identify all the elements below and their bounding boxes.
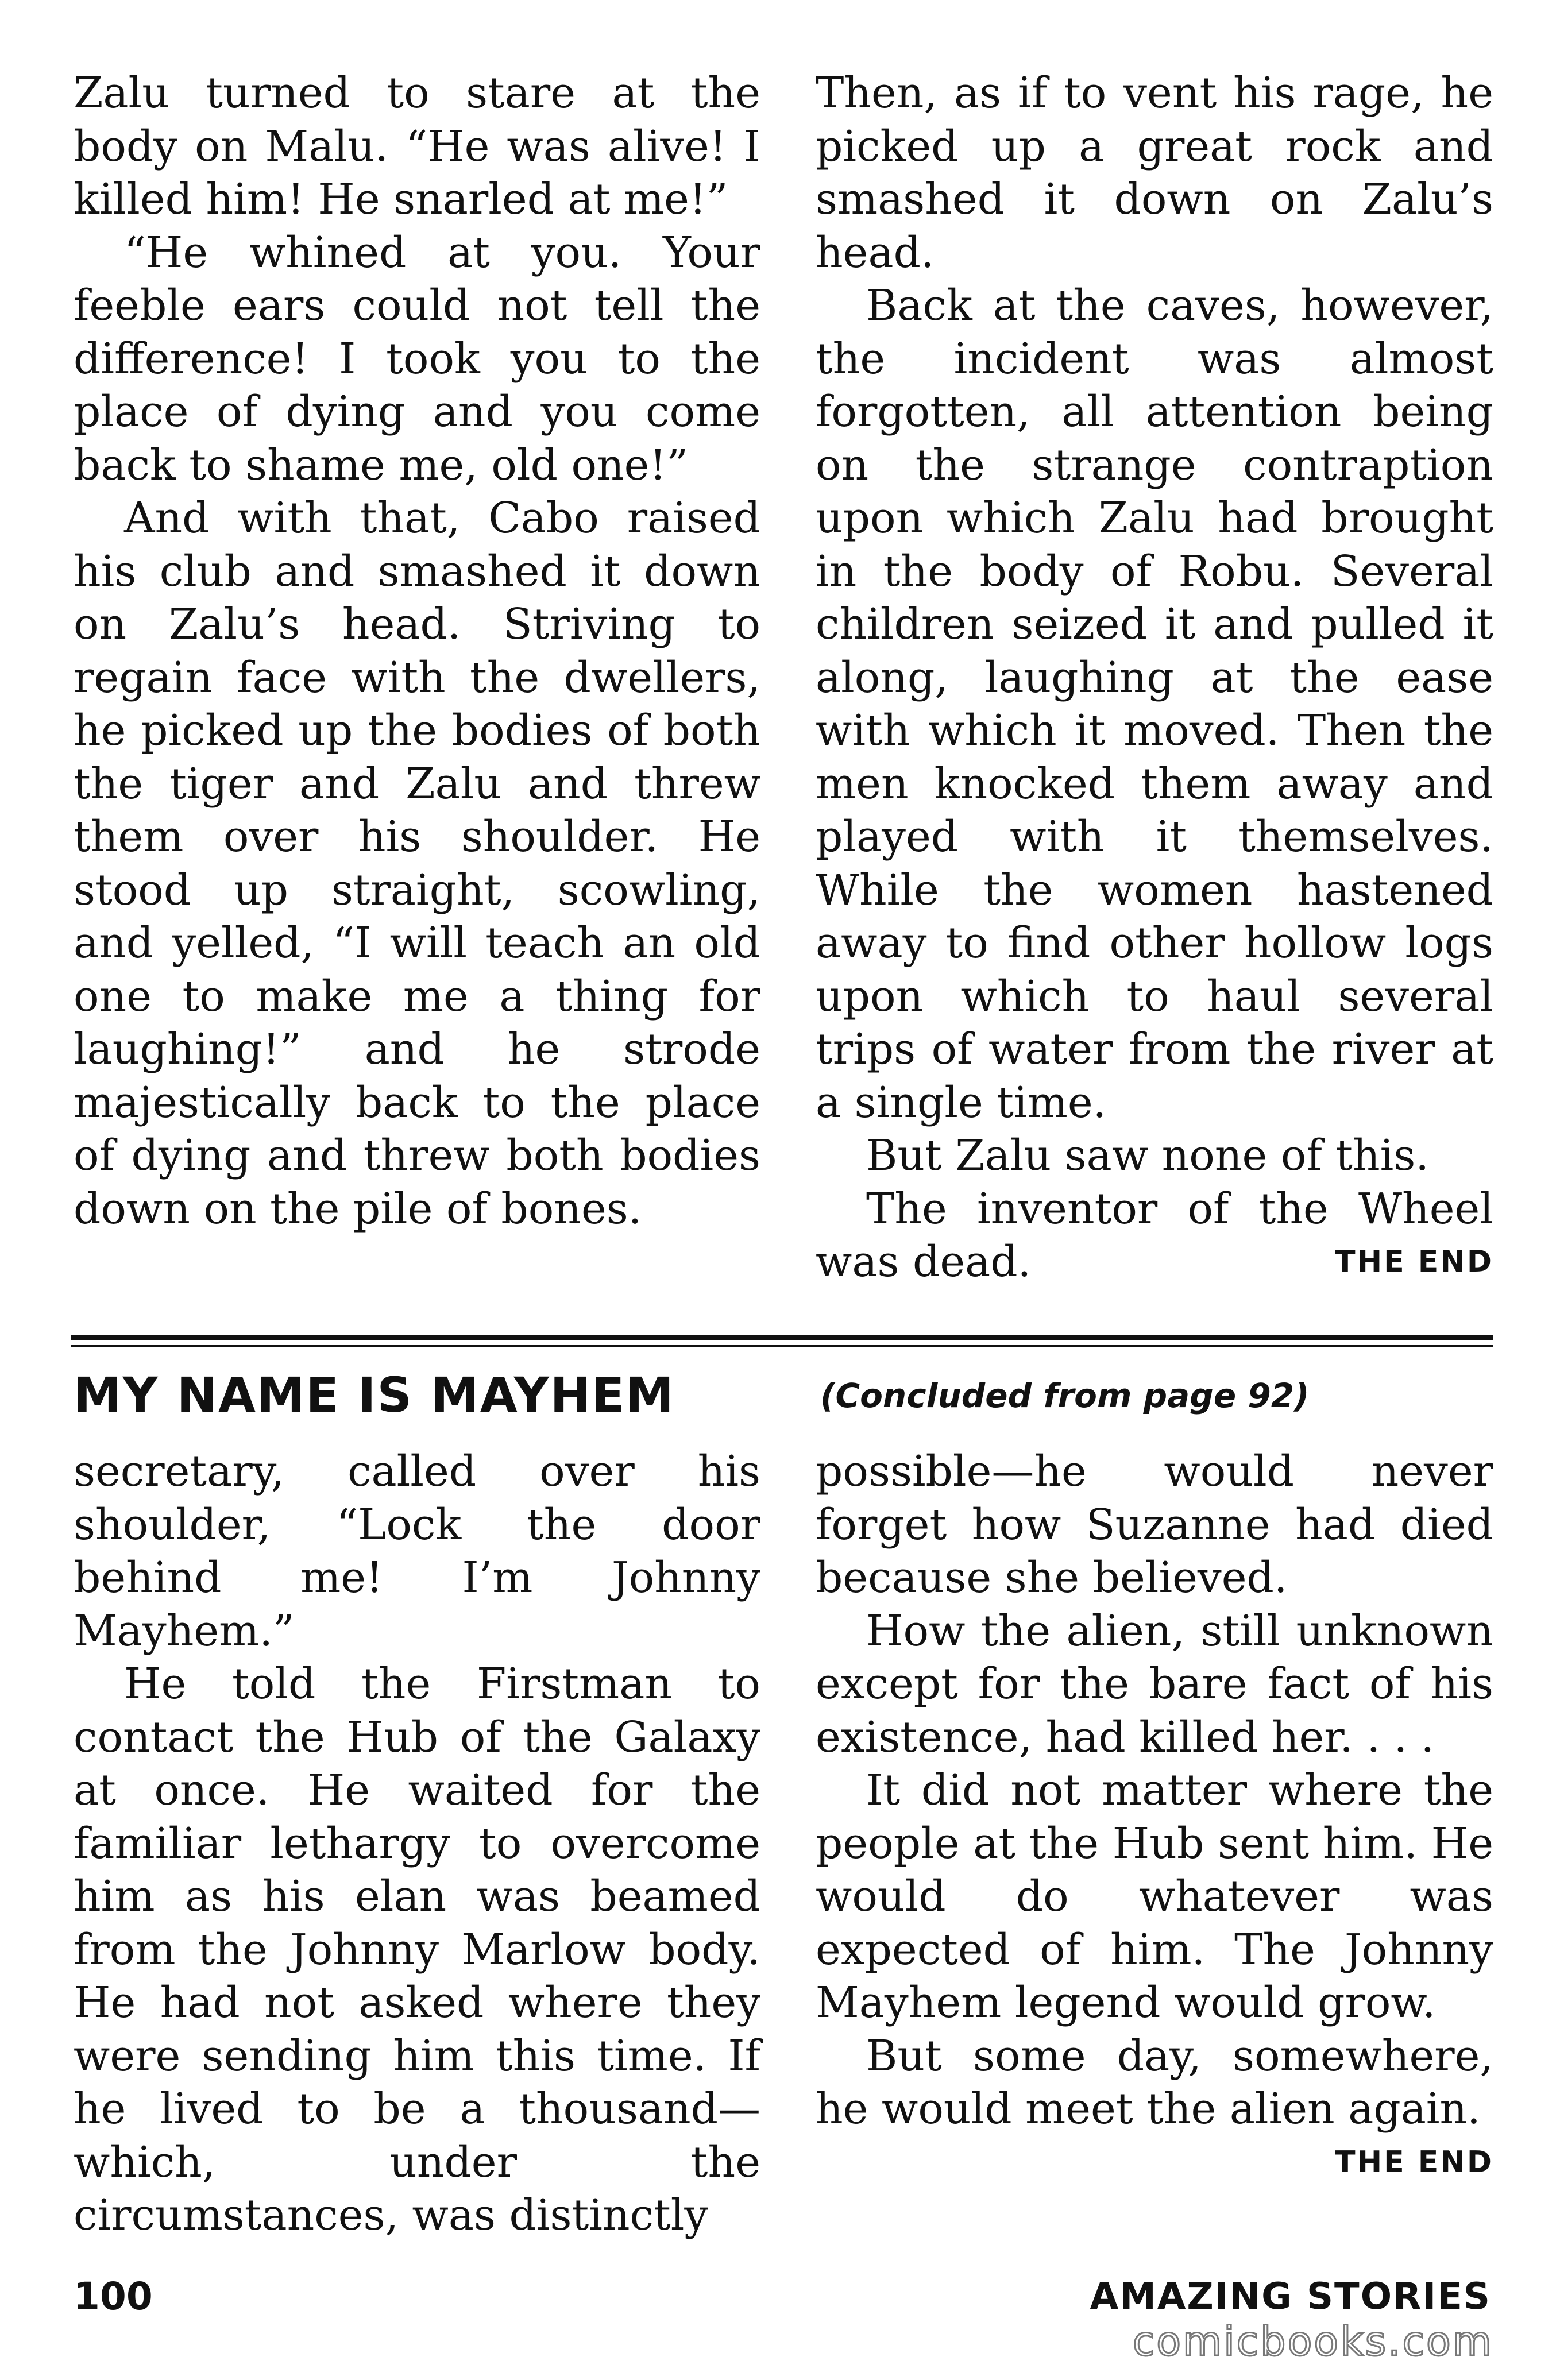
paragraph: He told the Firstman to contact the Hub of the Galaxy at once. He waited for the familiar lethargy to overcome him as his elan was beamed from the Johnny Marlow body. He had not asked where they were sending him this time. If he lived to be a thousand—which, under the circumstances, was distinctly — [74, 1659, 760, 2240]
page-number: 100 — [74, 2274, 153, 2319]
end-marker: THE END — [1335, 1245, 1493, 1279]
paragraph: Then, as if to vent his rage, he picked up a great rock and smashed it down on Zalu’s head. — [816, 68, 1493, 277]
paragraph-text: The inventor of the Wheel was dead. — [816, 1184, 1493, 1286]
section-divider — [71, 1335, 1493, 1340]
paragraph: “He whined at you. Your feeble ears could not tell the difference! I took you to the place of dying and you come back to shame me, old one!” — [74, 227, 760, 490]
magazine-title: AMAZING STORIES — [1090, 2275, 1491, 2318]
watermark: comicbooks.com — [1132, 2318, 1493, 2365]
story-title: MY NAME IS MAYHEM — [74, 1367, 675, 1423]
paragraph: possible—he would never forget how Suzanne had died because she believed. — [816, 1447, 1493, 1602]
story2-column-2 — [816, 1445, 1493, 2189]
section-divider-thin — [71, 1345, 1493, 1347]
paragraph: secretary, called over his shoulder, “Lock the door behind me! I’m Johnny Mayhem.” — [74, 1447, 760, 1656]
paragraph: But some day, somewhere, he would meet the alien again. — [816, 2031, 1493, 2134]
paragraph: Back at the caves, however, the incident was almost forgotten, all attention being on the strange contraption upon which Zalu had brought in the body of Robu. Several children seized it and pulled it along, laughing at the ease with which it moved. Then the men knocked them away and played with it themselves. While the women hastened away to find other hollow logs upon which to haul several trips of water from the river at a single time. — [816, 281, 1493, 1127]
paragraph: But Zalu saw none of this. — [866, 1131, 1429, 1180]
story1-column-1 — [74, 67, 760, 1235]
story1-column-2 — [816, 67, 1493, 1289]
paragraph: How the alien, still unknown except for the bare fact of his existence, had killed her. . . . — [816, 1606, 1493, 1762]
final-paragraph — [816, 1183, 1493, 1289]
continued-note: (Concluded from page 92) — [820, 1376, 1310, 1415]
story2-column-1 — [74, 1445, 760, 2242]
paragraph: Zalu turned to stare at the body on Malu. “He was alive! I killed him! He snarled at me!” — [74, 68, 760, 224]
end-marker: THE END — [1335, 2145, 1493, 2180]
paragraph: And with that, Cabo raised his club and smashed it down on Zalu’s head. Striving to regain face with the dwellers, he picked up the bodies of both the tiger and Zalu and threw them over his shoulder. He stood up straight, scowling, and yelled, “I will teach an old one to make me a thing for laughing!” and he strode majestically back to the place of dying and threw both bodies down on the pile of bones. — [74, 493, 760, 1234]
paragraph: It did not matter where the people at the Hub sent him. He would do whatever was expected of him. The Johnny Mayhem legend would grow. — [816, 1765, 1493, 2027]
